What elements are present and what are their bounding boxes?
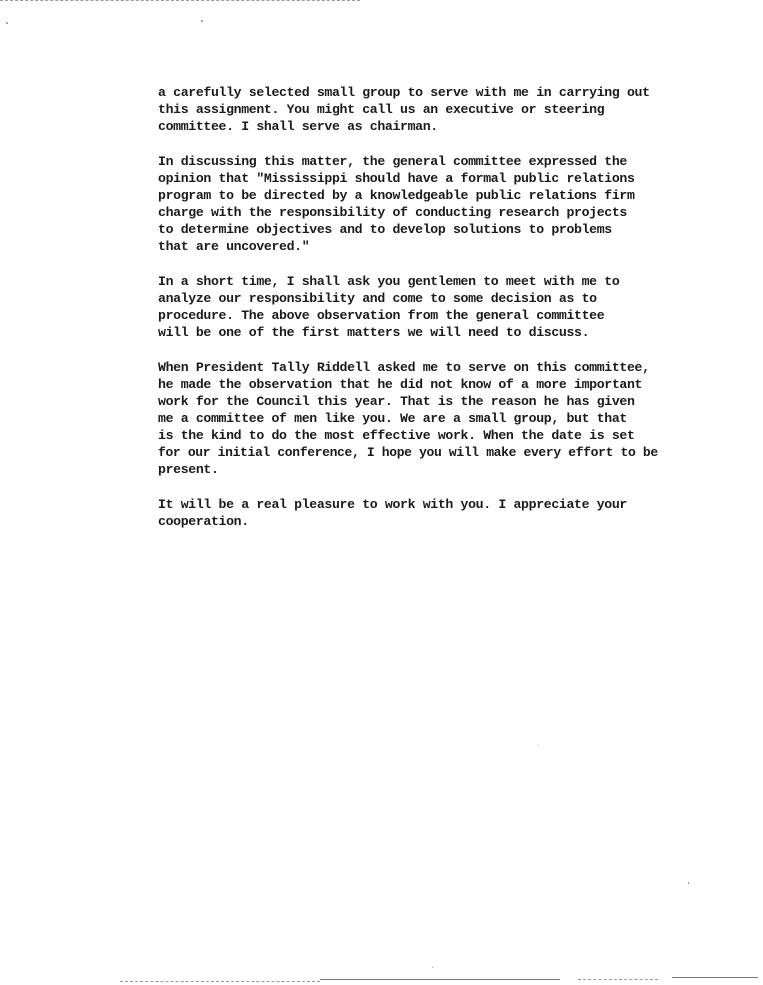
scan-edge-artifact [120, 981, 320, 982]
text-line: opinion that "Mississippi should have a formal public relations [158, 171, 635, 186]
text-line: procedure. The above observation from the general committee [158, 308, 605, 323]
text-line: that are uncovered." [158, 239, 310, 254]
scan-speck [688, 882, 689, 884]
scan-edge-artifact [0, 0, 360, 3]
text-line: is the kind to do the most effective work. When the date is set [158, 428, 635, 443]
scan-edge-artifact [320, 979, 560, 980]
text-line: will be one of the first matters we will need to discuss. [158, 325, 590, 340]
text-line: a carefully selected small group to serve with me in carrying out [158, 85, 650, 100]
text-line: In discussing this matter, the general committee expressed the [158, 154, 627, 169]
text-line: present. [158, 462, 219, 477]
scan-edge-artifact [672, 977, 758, 978]
text-line: this assignment. You might call us an executive or steering [158, 102, 605, 117]
paragraph [158, 84, 658, 135]
text-line: to determine objectives and to develop solutions to problems [158, 222, 612, 237]
paragraph [158, 273, 658, 341]
text-line: In a short time, I shall ask you gentlemen to meet with me to [158, 274, 620, 289]
text-line: me a committee of men like you. We are a small group, but that [158, 411, 627, 426]
text-line: program to be directed by a knowledgeable public relations firm [158, 188, 635, 203]
text-line: committee. I shall serve as chairman. [158, 119, 438, 134]
scan-speck [201, 20, 203, 22]
text-line: charge with the responsibility of conducting research projects [158, 205, 627, 220]
scan-speck [538, 745, 539, 746]
scan-speck [432, 967, 433, 968]
scan-speck [6, 22, 8, 24]
paragraph [158, 496, 658, 530]
text-line: he made the observation that he did not know of a more important [158, 377, 643, 392]
text-line: It will be a real pleasure to work with you. I appreciate your [158, 497, 627, 512]
text-line: cooperation. [158, 514, 249, 529]
text-line: work for the Council this year. That is the reason he has given [158, 394, 635, 409]
text-line: analyze our responsibility and come to some decision as to [158, 291, 597, 306]
text-line: When President Tally Riddell asked me to serve on this committee, [158, 360, 650, 375]
paragraph [158, 359, 658, 478]
paragraph [158, 153, 658, 255]
letter-body [158, 84, 658, 548]
text-line: for our initial conference, I hope you will make every effort to be [158, 445, 658, 460]
scan-edge-artifact [578, 979, 658, 980]
